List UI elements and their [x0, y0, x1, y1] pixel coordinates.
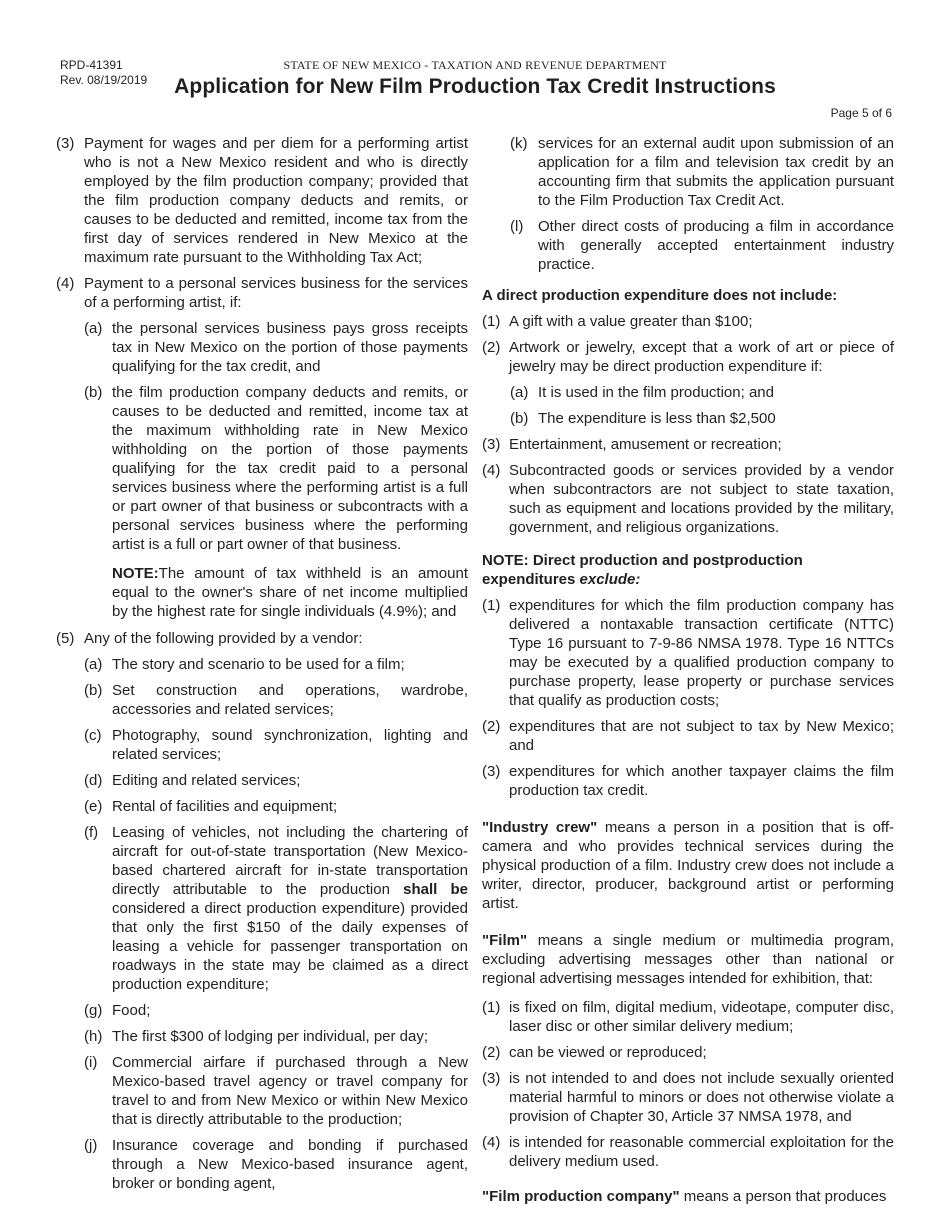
left-column	[56, 134, 468, 1200]
item-number: (3)	[56, 135, 75, 152]
item-text: Food;	[112, 1002, 151, 1019]
item-number: (1)	[482, 999, 501, 1016]
definition-text: means a person that produces	[679, 1188, 887, 1205]
list-item	[56, 274, 468, 312]
sub-item	[84, 1053, 468, 1129]
item-text: Photography, sound synchronization, lighting and related services;	[112, 727, 468, 763]
item-text: the personal services business pays gross receipts tax in New Mexico on the portion of those payments qualifying for the tax credit, and	[112, 320, 468, 375]
note-heading-emphasis: exclude:	[579, 571, 641, 588]
note-heading	[482, 551, 894, 589]
sub-item	[510, 217, 894, 274]
definition-text: means a person in a position that is off-camera and who provides technical services during the physical production of a film. Industry crew does not include a writer, director, producer, background artist or performing artist.	[482, 819, 894, 912]
item-number: (2)	[482, 1044, 501, 1061]
sub-item	[482, 383, 894, 402]
definition-film	[482, 931, 894, 988]
list-item	[482, 1043, 894, 1062]
list-item	[482, 762, 894, 800]
note-heading-text: NOTE: Direct production and postproduction expenditures	[482, 552, 803, 588]
item-letter: (b)	[84, 682, 103, 699]
item-text: Other direct costs of producing a film in accordance with generally accepted entertainment industry practice.	[538, 218, 894, 273]
sub-item	[84, 1001, 468, 1020]
item-text: A gift with a value greater than $100;	[509, 313, 753, 330]
item-number: (2)	[482, 339, 501, 356]
item-text: services for an external audit upon submission of an application for a film and television tax credit by an accounting firm that submits the application pursuant to the Film Production Tax Credit Act.	[538, 135, 894, 209]
list-item	[482, 435, 894, 454]
item-number: (4)	[56, 275, 75, 292]
item-text: Payment to a personal services business for the services of a performing artist, if:	[84, 275, 468, 311]
item-text: considered a direct production expenditure) provided that only the first $150 of the daily expenses of leasing a vehicle for passenger transportation on roadways in the state may be claimed as a direct production expenditure;	[112, 900, 468, 993]
sub-item	[84, 655, 468, 674]
item-letter: (j)	[84, 1137, 98, 1154]
list-item	[482, 998, 894, 1036]
sub-item	[84, 726, 468, 764]
item-letter: (i)	[84, 1054, 98, 1071]
sub-item	[84, 1027, 468, 1046]
item-number: (5)	[56, 630, 75, 647]
item-text: is not intended to and does not include sexually oriented material harmful to minors or does not otherwise violate a provision of Chapter 30, Article 37 NMSA 1978, and	[509, 1070, 894, 1125]
item-letter: (a)	[510, 384, 529, 401]
list-item	[482, 717, 894, 755]
item-text-bold: shall be	[403, 881, 468, 898]
item-text: Leasing of vehicles, not including the chartering of aircraft for out-of-state transportation (New Mexico-based chartered aircraft for in-state transportation directly attributable to the production	[112, 824, 468, 898]
item-letter: (a)	[84, 656, 103, 673]
item-text: Payment for wages and per diem for a performing artist who is not a New Mexico resident and who is directly employed by the film production company; provided that the film production company deducts and remits, or causes to be deducted and remitted, income tax from the first day of services rendered in New Mexico at the maximum rate pursuant to the Withholding Tax Act;	[84, 135, 468, 266]
item-letter: (h)	[84, 1028, 103, 1045]
item-text: can be viewed or reproduced;	[509, 1044, 707, 1061]
sub-item	[84, 797, 468, 816]
form-revision: Rev. 08/19/2019	[60, 73, 148, 87]
page-number: Page 5 of 6	[830, 106, 892, 120]
sub-item	[84, 383, 468, 554]
definition-industry-crew	[482, 818, 894, 913]
item-text: Set construction and operations, wardrobe, accessories and related services;	[112, 682, 468, 718]
agency-name: STATE OF NEW MEXICO - TAXATION AND REVENUE DEPARTMENT	[283, 58, 667, 72]
sub-item	[84, 771, 468, 790]
right-column	[482, 134, 894, 1216]
item-letter: (f)	[84, 824, 99, 841]
item-number: (3)	[482, 1070, 501, 1087]
section-heading: A direct production expenditure does not include:	[482, 287, 838, 304]
form-number: RPD-41391	[60, 58, 123, 72]
list-item	[482, 461, 894, 537]
list-item	[482, 596, 894, 710]
definition-term: "Film"	[482, 932, 528, 949]
list-item	[56, 134, 468, 267]
item-text: Insurance coverage and bonding if purchased through a New Mexico-based insurance agent, broker or bonding agent,	[112, 1137, 468, 1192]
definition-film-production-company	[482, 1187, 894, 1206]
item-text: expenditures for which the film production company has delivered a nontaxable transaction certificate (NTTC) Type 16 pursuant to 7-9-86 NMSA 1978. Type 16 NTTCs may be executed by a qualified production company to purchase property, lease property or purchase services that qualify as production costs;	[509, 597, 894, 709]
sub-item	[84, 319, 468, 376]
item-letter: (g)	[84, 1002, 103, 1019]
item-number: (3)	[482, 436, 501, 453]
note-text: The amount of tax withheld is an amount equal to the owner's share of net income multiplied by the highest rate for single individuals (4.9%); and	[112, 565, 468, 620]
definition-term: "Film production company"	[482, 1188, 680, 1205]
item-number: (2)	[482, 718, 501, 735]
item-letter: (e)	[84, 798, 103, 815]
list-item	[482, 1133, 894, 1171]
item-letter: (c)	[84, 727, 102, 744]
item-number: (3)	[482, 763, 501, 780]
sub-item	[482, 409, 894, 428]
sub-item	[84, 681, 468, 719]
item-letter: (l)	[510, 218, 524, 235]
item-text: Artwork or jewelry, except that a work of art or piece of jewelry may be direct production expenditure if:	[509, 339, 894, 375]
sub-item	[510, 134, 894, 210]
item-text: Subcontracted goods or services provided by a vendor when subcontractors are not subject to state taxation, such as equipment and locations provided by the military, government, and religious organizations.	[509, 462, 894, 536]
item-text: The first $300 of lodging per individual, per day;	[112, 1028, 429, 1045]
definition-text: means a single medium or multimedia program, excluding advertising messages other than national or regional advertising messages intended for exhibition, that:	[482, 932, 894, 987]
item-text: The story and scenario to be used for a film;	[112, 656, 405, 673]
item-text: Editing and related services;	[112, 772, 301, 789]
item-text: expenditures that are not subject to tax by New Mexico; and	[509, 718, 894, 754]
item-text: It is used in the film production; and	[538, 384, 774, 401]
item-text: The expenditure is less than $2,500	[538, 410, 776, 427]
item-letter: (k)	[510, 135, 528, 152]
list-item	[482, 312, 894, 331]
list-item	[482, 338, 894, 376]
item-text: the film production company deducts and remits, or causes to be deducted and remitted, income tax at the maximum withholding rate in New Mexico withholding on the portion of those payments qualifying for the tax credit paid to a personal services business where the performing artist is a full or part owner of that business or subcontracts with a personal services business where the performing artist is a full or part owner of that business.	[112, 384, 468, 553]
item-number: (1)	[482, 313, 501, 330]
note-label: NOTE:	[112, 565, 159, 582]
page-title: Application for New Film Production Tax Credit Instructions	[174, 75, 776, 98]
item-text: expenditures for which another taxpayer claims the film production tax credit.	[509, 763, 894, 799]
item-text: is fixed on film, digital medium, videotape, computer disc, laser disc or other similar delivery medium;	[509, 999, 894, 1035]
item-text: Entertainment, amusement or recreation;	[509, 436, 782, 453]
item-text: Any of the following provided by a vendor:	[84, 630, 363, 647]
item-number: (4)	[482, 1134, 501, 1151]
item-letter: (b)	[84, 384, 103, 401]
item-number: (1)	[482, 597, 501, 614]
item-text: Rental of facilities and equipment;	[112, 798, 338, 815]
list-item	[56, 629, 468, 648]
list-item	[482, 1069, 894, 1126]
definition-term: "Industry crew"	[482, 819, 598, 836]
item-number: (4)	[482, 462, 501, 479]
item-text: Commercial airfare if purchased through a New Mexico-based travel agency or travel company for travel to and from New Mexico or within New Mexico that is directly attributable to the production;	[112, 1054, 468, 1128]
sub-item	[84, 1136, 468, 1193]
note-paragraph	[112, 564, 468, 621]
item-letter: (a)	[84, 320, 103, 337]
sub-item	[84, 823, 468, 994]
item-text: is intended for reasonable commercial exploitation for the delivery medium used.	[509, 1134, 894, 1170]
item-letter: (b)	[510, 410, 529, 427]
item-letter: (d)	[84, 772, 103, 789]
